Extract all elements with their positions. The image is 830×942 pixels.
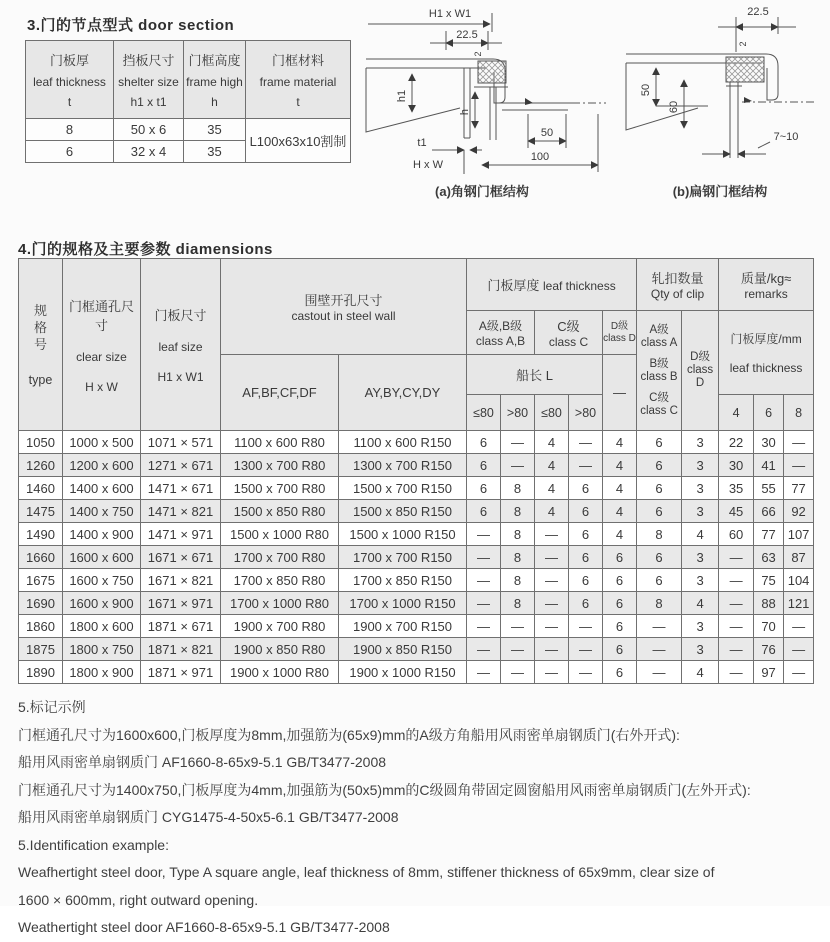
table-cell: 1400 x 900 bbox=[63, 523, 141, 546]
col-header-clear-size: 门框通孔尺寸 clear size H x W bbox=[63, 259, 141, 431]
table-cell: 1490 bbox=[19, 523, 63, 546]
table-cell: 35 bbox=[184, 119, 246, 141]
table-cell: 4 bbox=[603, 454, 637, 477]
table-row bbox=[26, 119, 351, 141]
table-cell: — bbox=[467, 546, 501, 569]
table-cell: — bbox=[569, 454, 603, 477]
col-header-class-ab: A级,B级 class A,B bbox=[467, 311, 535, 355]
table-cell: 6 bbox=[569, 592, 603, 615]
table-cell: — bbox=[719, 592, 754, 615]
col-header-leaf-size: 门板尺寸 leaf size H1 x W1 bbox=[141, 259, 221, 431]
table-cell: 1500 x 850 R80 bbox=[221, 500, 339, 523]
table-cell: 6 bbox=[637, 431, 682, 454]
col-header-clip-abc: A级 class A B级 class B C级 class C bbox=[637, 311, 682, 431]
note-line: 5.标记示例 bbox=[18, 699, 86, 715]
table-cell: 1800 x 750 bbox=[63, 638, 141, 661]
table-cell: 32 x 4 bbox=[114, 141, 184, 163]
table-cell: — bbox=[467, 592, 501, 615]
table-cell: 1700 x 1000 R80 bbox=[221, 592, 339, 615]
table-cell: 1300 x 700 R150 bbox=[339, 454, 467, 477]
table-cell: 87 bbox=[784, 546, 814, 569]
table-cell: 1671 × 821 bbox=[141, 569, 221, 592]
diagram-angle-steel-frame bbox=[360, 2, 610, 214]
dim-label-50: 50 bbox=[540, 127, 554, 139]
dim-label-22-5: 22.5 bbox=[456, 29, 478, 41]
table-cell: 1400 x 750 bbox=[63, 500, 141, 523]
table-cell: 1400 x 600 bbox=[63, 477, 141, 500]
table-cell: 1700 x 850 R150 bbox=[339, 569, 467, 592]
table-cell: 6 bbox=[467, 431, 501, 454]
table-cell: 1471 × 971 bbox=[141, 523, 221, 546]
table-cell: 3 bbox=[682, 569, 719, 592]
table-cell: 4 bbox=[682, 523, 719, 546]
table-cell: — bbox=[467, 523, 501, 546]
table-cell: — bbox=[501, 454, 535, 477]
table-cell: 1890 bbox=[19, 661, 63, 684]
col-header-gt80: >80 bbox=[569, 395, 603, 431]
table-cell: 1800 x 600 bbox=[63, 615, 141, 638]
col-header-class-d-dash: — bbox=[603, 355, 637, 431]
table-cell: 1700 x 1000 R150 bbox=[339, 592, 467, 615]
col-header-frame-high: 门框高度 frame high h bbox=[184, 41, 246, 119]
table-row bbox=[19, 523, 814, 546]
table-cell: — bbox=[569, 661, 603, 684]
table-cell: — bbox=[535, 638, 569, 661]
table-cell: 6 bbox=[603, 592, 637, 615]
table-cell: — bbox=[467, 661, 501, 684]
table-cell: — bbox=[535, 569, 569, 592]
table-cell: 6 bbox=[569, 477, 603, 500]
table-row bbox=[19, 477, 814, 500]
table-cell: 121 bbox=[784, 592, 814, 615]
table-cell: — bbox=[535, 546, 569, 569]
table-cell: 1660 bbox=[19, 546, 63, 569]
table-cell: 1675 bbox=[19, 569, 63, 592]
col-header-le80: ≤80 bbox=[535, 395, 569, 431]
diagram-a-caption: (a)角钢门框结构 bbox=[435, 184, 529, 199]
table-cell: 6 bbox=[467, 454, 501, 477]
col-header-castout-y: AY,BY,CY,DY bbox=[339, 355, 467, 431]
table-cell: — bbox=[535, 592, 569, 615]
note-line: 门框通孔尺寸为1400x750,门板厚度为4mm,加强筋为(50x5)mm的C级圆角带固定圆窗船用风雨密单扇钢质门(左外开式): bbox=[18, 781, 751, 798]
table-cell: — bbox=[535, 523, 569, 546]
table-cell: — bbox=[501, 431, 535, 454]
table-cell: 6 bbox=[637, 477, 682, 500]
table-cell: 3 bbox=[682, 615, 719, 638]
table-cell: 60 bbox=[719, 523, 754, 546]
table-cell: 22 bbox=[719, 431, 754, 454]
note-line: Weathertight steel door AF1660-8-65x9-5.1 GB/T3477-2008 bbox=[18, 919, 390, 935]
table-cell: 1900 x 850 R80 bbox=[221, 638, 339, 661]
section4-title: 4.门的规格及主要参数 diamensions bbox=[18, 241, 273, 258]
table-cell: 1260 bbox=[19, 454, 63, 477]
table-cell: 35 bbox=[719, 477, 754, 500]
table-cell: — bbox=[569, 615, 603, 638]
table-cell: 1671 × 671 bbox=[141, 546, 221, 569]
section3-title: 3.门的节点型式 door section bbox=[27, 17, 235, 34]
dim-label-h1: h1 bbox=[396, 89, 408, 103]
table-cell: 41 bbox=[754, 454, 784, 477]
table-cell: 4 bbox=[603, 500, 637, 523]
col-header-castout-f: AF,BF,CF,DF bbox=[221, 355, 339, 431]
dim-label-50: 50 bbox=[640, 83, 652, 97]
table-cell: 1700 x 850 R80 bbox=[221, 569, 339, 592]
table-cell: — bbox=[719, 661, 754, 684]
table-cell: — bbox=[784, 431, 814, 454]
table-cell: 6 bbox=[603, 661, 637, 684]
table-cell: 1875 bbox=[19, 638, 63, 661]
table-cell: 88 bbox=[754, 592, 784, 615]
table-row bbox=[19, 454, 814, 477]
table-cell: 1500 x 700 R150 bbox=[339, 477, 467, 500]
table-cell: 107 bbox=[784, 523, 814, 546]
dim-label-2: 2 bbox=[473, 51, 483, 57]
table-row bbox=[19, 431, 814, 454]
table-row bbox=[19, 500, 814, 523]
dim-label-100: 100 bbox=[530, 151, 550, 163]
col-header-frame-material: 门框材料 frame material t bbox=[246, 41, 351, 119]
table-cell: 1900 x 700 R150 bbox=[339, 615, 467, 638]
dim-label-hw: H x W bbox=[413, 159, 443, 171]
table-cell: 1000 x 500 bbox=[63, 431, 141, 454]
table-cell: 1500 x 700 R80 bbox=[221, 477, 339, 500]
table-cell: 6 bbox=[569, 546, 603, 569]
table-cell: — bbox=[535, 661, 569, 684]
table-cell: 6 bbox=[603, 638, 637, 661]
table-cell: 1500 x 850 R150 bbox=[339, 500, 467, 523]
col-header-ship-length: 船长 L bbox=[467, 355, 603, 395]
table-cell: 3 bbox=[682, 477, 719, 500]
col-header-class-c: C级 class C bbox=[535, 311, 603, 355]
table-cell: 8 bbox=[501, 500, 535, 523]
dim-label-h: h bbox=[459, 108, 471, 116]
col-header-mass-remarks: 质量/kg≈ remarks bbox=[719, 259, 814, 311]
table-cell: 3 bbox=[682, 500, 719, 523]
door-spec-table bbox=[18, 258, 814, 684]
diagram-flat-steel-frame bbox=[618, 2, 828, 214]
table-cell: 4 bbox=[535, 431, 569, 454]
note-line: 船用风雨密单扇钢质门 AF1660-8-65x9-5.1 GB/T3477-2008 bbox=[18, 754, 387, 770]
table-cell: 1900 x 850 R150 bbox=[339, 638, 467, 661]
col-header-gt80: >80 bbox=[501, 395, 535, 431]
table-cell: 35 bbox=[184, 141, 246, 163]
table-cell: — bbox=[569, 431, 603, 454]
table-cell: 1600 x 600 bbox=[63, 546, 141, 569]
note-line: 船用风雨密单扇钢质门 CYG1475-4-50x5-6.1 GB/T3477-2008 bbox=[18, 809, 399, 825]
dim-label-h1w1: H1 x W1 bbox=[428, 8, 472, 20]
spec-table-body bbox=[19, 431, 814, 684]
col-header-type: 规格号 type bbox=[19, 259, 63, 431]
table-cell: 76 bbox=[754, 638, 784, 661]
table-cell: 1800 x 900 bbox=[63, 661, 141, 684]
dim-label-22-5: 22.5 bbox=[747, 6, 769, 18]
table-cell: — bbox=[784, 615, 814, 638]
table-cell: 30 bbox=[754, 431, 784, 454]
table-cell: 1271 × 671 bbox=[141, 454, 221, 477]
note-line: 1600 × 600mm, right outward opening. bbox=[18, 891, 259, 908]
table-cell: — bbox=[719, 546, 754, 569]
dim-label-60: 60 bbox=[668, 100, 680, 114]
table-cell: 1600 x 750 bbox=[63, 569, 141, 592]
col-header-thickness-8: 8 bbox=[784, 395, 814, 431]
table-cell: 66 bbox=[754, 500, 784, 523]
table-cell: 3 bbox=[682, 546, 719, 569]
table-cell: 1100 x 600 R80 bbox=[221, 431, 339, 454]
table-cell: 6 bbox=[569, 500, 603, 523]
dim-label-t1: t1 bbox=[417, 137, 427, 149]
table-cell: 1900 x 700 R80 bbox=[221, 615, 339, 638]
table-cell: — bbox=[637, 615, 682, 638]
col-header-castout: 围壁开孔尺寸 castout in steel wall bbox=[221, 259, 467, 355]
table-cell: — bbox=[637, 638, 682, 661]
table-cell: 1871 × 821 bbox=[141, 638, 221, 661]
table-cell: 77 bbox=[754, 523, 784, 546]
table-cell: 55 bbox=[754, 477, 784, 500]
table-cell: 1600 x 900 bbox=[63, 592, 141, 615]
table-cell: 104 bbox=[784, 569, 814, 592]
table-row bbox=[19, 569, 814, 592]
table-cell: 8 bbox=[26, 119, 114, 141]
table-cell: — bbox=[719, 569, 754, 592]
table-cell: 6 bbox=[603, 615, 637, 638]
table-cell: 6 bbox=[637, 454, 682, 477]
table-cell: 6 bbox=[569, 523, 603, 546]
table-row bbox=[19, 615, 814, 638]
table-cell: 92 bbox=[784, 500, 814, 523]
table-cell: — bbox=[501, 615, 535, 638]
frame-material-cell: L100x63x10割制 bbox=[246, 119, 351, 163]
table-cell: 4 bbox=[603, 523, 637, 546]
col-header-leaf-thickness-mm: 门板厚度/mm leaf thickness bbox=[719, 311, 814, 395]
table-cell: 4 bbox=[535, 454, 569, 477]
table-cell: 4 bbox=[535, 500, 569, 523]
table-cell: 6 bbox=[637, 500, 682, 523]
table-cell: 3 bbox=[682, 638, 719, 661]
table-cell: 1871 × 971 bbox=[141, 661, 221, 684]
table-cell: 3 bbox=[682, 431, 719, 454]
table-cell: 6 bbox=[569, 569, 603, 592]
table-row bbox=[19, 638, 814, 661]
col-header-clip-d: D级 class D bbox=[682, 311, 719, 431]
table-cell: 8 bbox=[501, 546, 535, 569]
table-cell: 6 bbox=[26, 141, 114, 163]
diagram-b-caption: (b)扁钢门框结构 bbox=[672, 184, 768, 199]
table-cell: 77 bbox=[784, 477, 814, 500]
table-cell: 1100 x 600 R150 bbox=[339, 431, 467, 454]
table-cell: 6 bbox=[637, 546, 682, 569]
table-cell: 1460 bbox=[19, 477, 63, 500]
table-cell: 4 bbox=[535, 477, 569, 500]
table-cell: 1700 x 700 R80 bbox=[221, 546, 339, 569]
table-cell: 1671 × 971 bbox=[141, 592, 221, 615]
table-cell: 1860 bbox=[19, 615, 63, 638]
table-cell: — bbox=[719, 615, 754, 638]
table-cell: 1690 bbox=[19, 592, 63, 615]
col-header-shelter-size: 挡板尺寸 shelter size h1 x t1 bbox=[114, 41, 184, 119]
table-row bbox=[19, 592, 814, 615]
table-cell: 1475 bbox=[19, 500, 63, 523]
table-cell: 1200 x 600 bbox=[63, 454, 141, 477]
table-cell: 50 x 6 bbox=[114, 119, 184, 141]
table-cell: 1471 × 821 bbox=[141, 500, 221, 523]
table-cell: 8 bbox=[637, 592, 682, 615]
table-cell: 8 bbox=[501, 523, 535, 546]
table-cell: — bbox=[467, 615, 501, 638]
table-cell: — bbox=[535, 615, 569, 638]
table-cell: 3 bbox=[682, 454, 719, 477]
door-section-table bbox=[25, 40, 351, 163]
table-cell: 8 bbox=[637, 523, 682, 546]
table-row bbox=[19, 546, 814, 569]
table-cell: 6 bbox=[467, 477, 501, 500]
table-cell: 70 bbox=[754, 615, 784, 638]
note-line: Weafhertight steel door, Type A square angle, leaf thickness of 8mm, stiffener thickness of 65x9mm, clear size of bbox=[18, 864, 715, 880]
table-cell: 1871 × 671 bbox=[141, 615, 221, 638]
table-cell: 4 bbox=[682, 592, 719, 615]
table-cell: — bbox=[569, 638, 603, 661]
table-cell: 6 bbox=[603, 546, 637, 569]
col-header-class-d: D级 class D bbox=[603, 311, 637, 355]
table-row bbox=[19, 661, 814, 684]
table-cell: 8 bbox=[501, 477, 535, 500]
table-cell: — bbox=[784, 454, 814, 477]
identification-notes bbox=[18, 694, 818, 942]
table-cell: 1900 x 1000 R150 bbox=[339, 661, 467, 684]
table-cell: 30 bbox=[719, 454, 754, 477]
table-cell: 4 bbox=[682, 661, 719, 684]
note-line: 门框通孔尺寸为1600x600,门板厚度为8mm,加强筋为(65x9)mm的A级方角船用风雨密单扇钢质门(右外开式): bbox=[18, 726, 680, 743]
table-cell: 8 bbox=[501, 569, 535, 592]
dim-label-2: 2 bbox=[738, 41, 748, 47]
table-cell: 1300 x 700 R80 bbox=[221, 454, 339, 477]
table-cell: — bbox=[467, 638, 501, 661]
table-cell: 6 bbox=[467, 500, 501, 523]
table-cell: 4 bbox=[603, 477, 637, 500]
table-cell: 1900 x 1000 R80 bbox=[221, 661, 339, 684]
table-cell: 1050 bbox=[19, 431, 63, 454]
table-cell: — bbox=[501, 661, 535, 684]
col-header-qty-of-clip: 轧扣数量 Qty of clip bbox=[637, 259, 719, 311]
table-cell: 6 bbox=[637, 569, 682, 592]
table-cell: — bbox=[467, 569, 501, 592]
table-cell: 63 bbox=[754, 546, 784, 569]
col-header-thickness-6: 6 bbox=[754, 395, 784, 431]
table-cell: 1071 × 571 bbox=[141, 431, 221, 454]
table-cell: — bbox=[637, 661, 682, 684]
table-cell: 1471 × 671 bbox=[141, 477, 221, 500]
note-line: 5.Identification example: bbox=[18, 836, 169, 853]
table-cell: 1700 x 700 R150 bbox=[339, 546, 467, 569]
table-cell: — bbox=[784, 661, 814, 684]
table-cell: 8 bbox=[501, 592, 535, 615]
table-cell: — bbox=[784, 638, 814, 661]
table-cell: — bbox=[719, 638, 754, 661]
table-cell: — bbox=[501, 638, 535, 661]
table-cell: 75 bbox=[754, 569, 784, 592]
table-cell: 4 bbox=[603, 431, 637, 454]
table-cell: 6 bbox=[603, 569, 637, 592]
table-cell: 97 bbox=[754, 661, 784, 684]
col-header-thickness-4: 4 bbox=[719, 395, 754, 431]
table-cell: 45 bbox=[719, 500, 754, 523]
table-cell: 1500 x 1000 R80 bbox=[221, 523, 339, 546]
dim-label-7-10: 7~10 bbox=[773, 131, 799, 143]
table-cell: 1500 x 1000 R150 bbox=[339, 523, 467, 546]
col-header-leaf-thickness: 门板厚度 leaf thickness bbox=[467, 259, 637, 311]
col-header-leaf-thickness: 门板厚 leaf thickness t bbox=[26, 41, 114, 119]
col-header-le80: ≤80 bbox=[467, 395, 501, 431]
